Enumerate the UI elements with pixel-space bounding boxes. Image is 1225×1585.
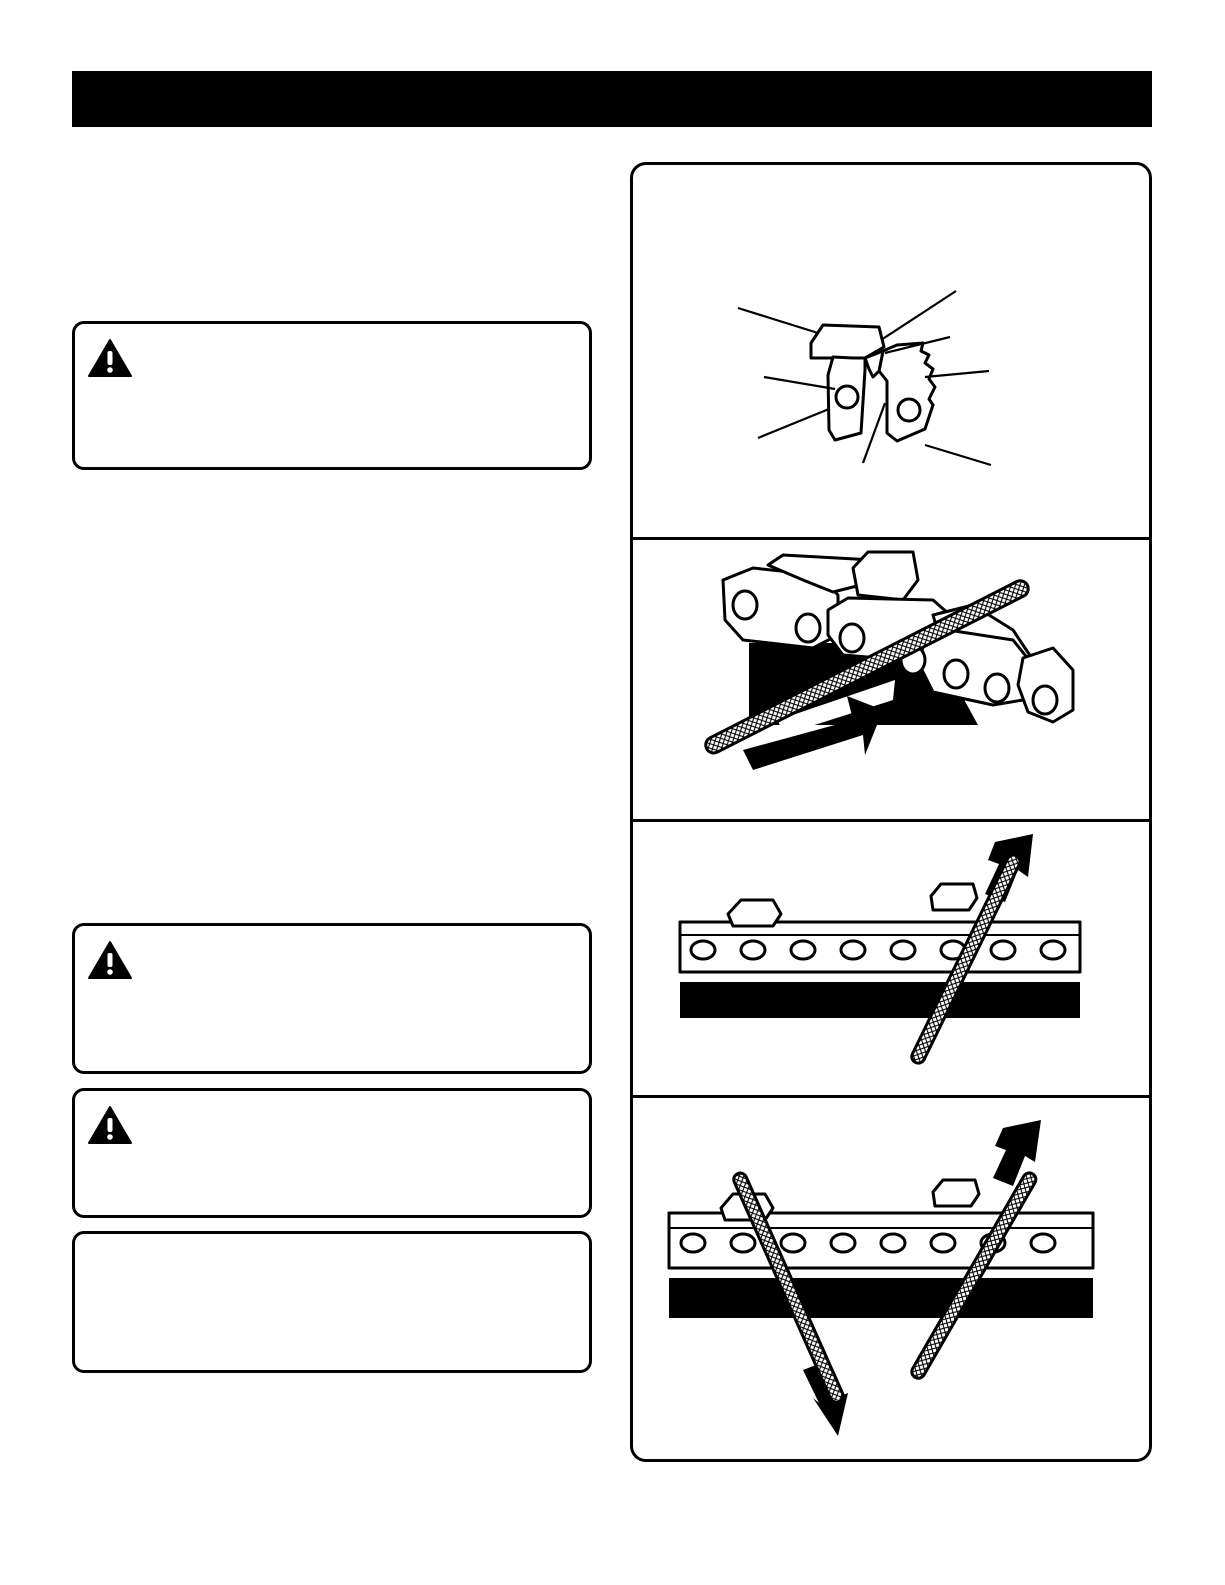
callout-line-8 bbox=[925, 445, 991, 465]
callout-line-7 bbox=[863, 403, 885, 463]
warning-triangle-icon bbox=[87, 338, 133, 378]
callout-line-2 bbox=[881, 291, 956, 340]
warning-box-2 bbox=[72, 923, 592, 1074]
note-box bbox=[72, 1231, 592, 1373]
callout-line-5 bbox=[764, 377, 835, 389]
warning-triangle-icon bbox=[87, 940, 133, 980]
figure-panel bbox=[630, 162, 1152, 1462]
figure-file-stroke-both bbox=[633, 1098, 1149, 1462]
warning-box-3 bbox=[72, 1088, 592, 1218]
callout-line-1 bbox=[738, 308, 818, 333]
section-header-bar bbox=[72, 71, 1152, 127]
callout-line-6 bbox=[758, 409, 829, 438]
section-header-title bbox=[72, 86, 88, 111]
figure-file-stroke-right bbox=[633, 822, 1149, 1095]
figure-cutter-anatomy bbox=[633, 165, 1149, 539]
warning-box-1 bbox=[72, 321, 592, 470]
callout-line-4 bbox=[925, 371, 989, 377]
warning-triangle-icon bbox=[87, 1105, 133, 1145]
figure-file-angle bbox=[633, 540, 1149, 819]
